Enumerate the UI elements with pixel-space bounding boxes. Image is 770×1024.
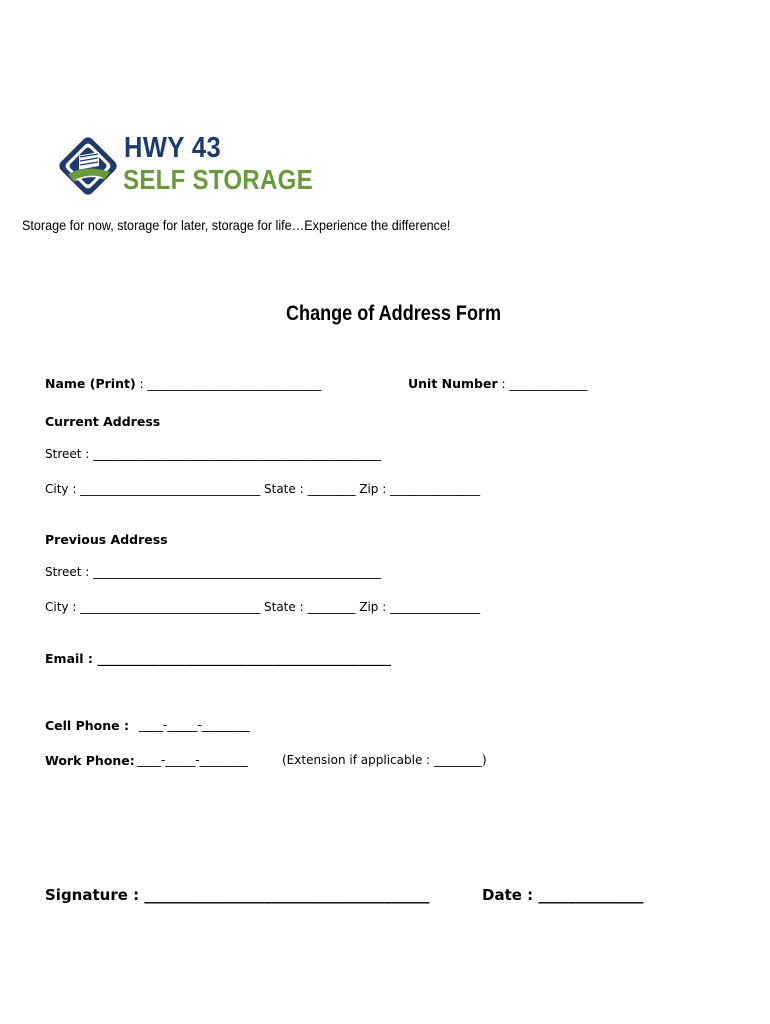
- unit-number-label: Unit Number: [408, 376, 498, 391]
- previous-city-state-zip-field[interactable]: City : ______________________________ State : ________ Zip : _______________: [45, 600, 481, 614]
- tagline: Storage for now, storage for later, storage for life…Experience the difference!: [22, 217, 451, 233]
- unit-number-separator: :: [497, 377, 510, 391]
- email-field[interactable]: [45, 651, 391, 666]
- logo-title-line1: HWY 43: [124, 132, 222, 164]
- current-city-state-zip-field[interactable]: City : ______________________________ State : ________ Zip : _______________: [45, 482, 481, 496]
- signature-field[interactable]: [45, 886, 429, 904]
- signature-blank[interactable]: ______________________________________: [144, 886, 430, 904]
- previous-street-field[interactable]: Street : ________________________________________________: [45, 565, 382, 579]
- work-phone-label: Work Phone:: [45, 753, 135, 768]
- email-blank[interactable]: _______________________________________________: [97, 651, 392, 666]
- date-field[interactable]: [482, 886, 643, 904]
- email-label: Email :: [45, 651, 93, 666]
- cell-phone-blank[interactable]: ____-_____-________: [139, 718, 250, 732]
- date-label: Date :: [482, 886, 534, 904]
- name-blank[interactable]: _____________________________: [147, 377, 322, 391]
- extension-field[interactable]: (Extension if applicable : ________): [282, 753, 487, 767]
- logo-title-line2: SELF STORAGE: [123, 164, 313, 195]
- work-phone-blank[interactable]: ____-_____-________: [137, 753, 248, 767]
- current-address-heading: Current Address: [45, 414, 161, 429]
- unit-number-field[interactable]: [408, 376, 587, 391]
- unit-number-blank[interactable]: _____________: [509, 377, 588, 391]
- name-separator: :: [135, 377, 148, 391]
- current-street-field[interactable]: Street : ________________________________________________: [45, 447, 382, 461]
- signature-label: Signature :: [45, 886, 140, 904]
- date-blank[interactable]: ______________: [538, 886, 644, 904]
- previous-address-heading: Previous Address: [45, 532, 168, 547]
- cell-phone-label: Cell Phone :: [45, 718, 129, 733]
- page-title: Change of Address Form: [286, 302, 502, 325]
- name-field[interactable]: [45, 376, 321, 391]
- name-label: Name (Print): [45, 376, 136, 391]
